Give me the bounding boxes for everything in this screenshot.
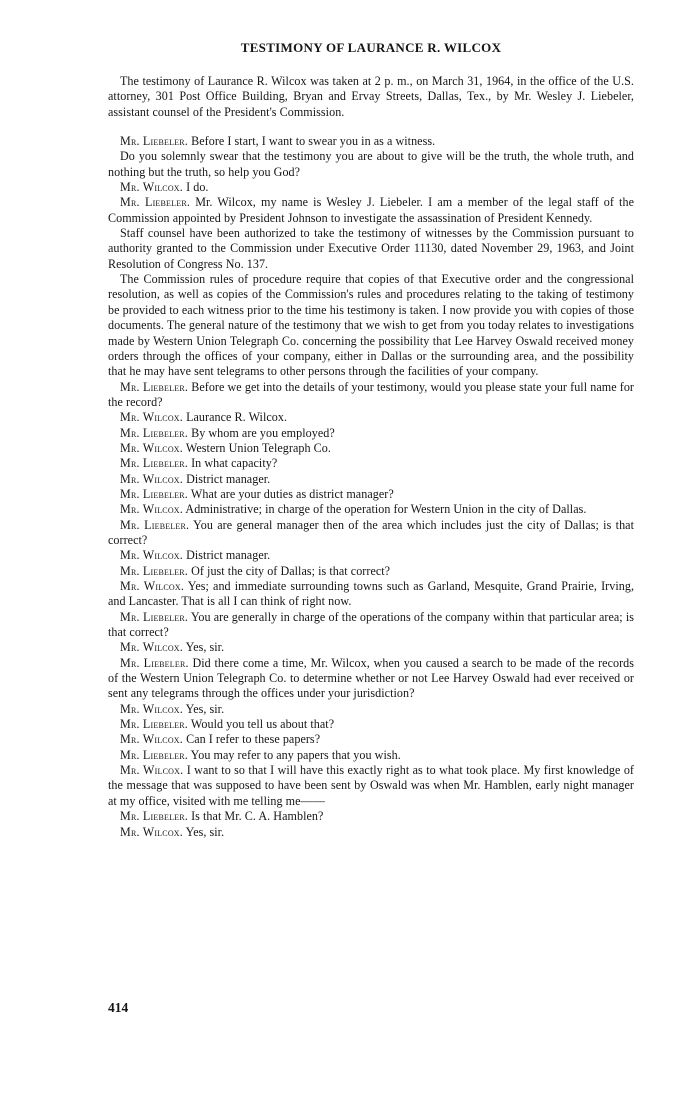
testimony-paragraph bbox=[108, 610, 634, 641]
testimony-paragraph bbox=[108, 732, 634, 747]
speaker-label: Mr. Wilcox. bbox=[120, 502, 183, 517]
paragraph-text: Before I start, I want to swear you in as a witness. bbox=[191, 134, 436, 149]
paragraph-text: The Commission rules of procedure require that copies of that Executive order and the congressional resolution, as well as copies of the Commission's rules and procedures relating to the taking of testimony be provided to each witness prior to the time his testimony is taken. I now provide you with copies of those documents. The general nature of the testimony that we wish to get from you today relates to investigations made by Western Union Telegraph Co. concerning the possibility that Lee Harvey Oswald received money orders through the offices of your company, either in Dallas or the surrounding area, and the possibility that he may have sent telegrams to other persons through the facilities of your company. bbox=[108, 272, 634, 379]
speaker-label: Mr. Liebeler. bbox=[120, 563, 189, 578]
paragraph-text: You are general manager then of the area which includes just the city of Dallas; is that correct? bbox=[108, 517, 635, 547]
speaker-label: Mr. Liebeler. bbox=[120, 486, 189, 501]
speaker-label: Mr. Liebeler. bbox=[120, 609, 189, 624]
testimony-paragraph bbox=[108, 656, 634, 702]
paragraph-text: Do you solemnly swear that the testimony you are about to give will be the truth, the whole truth, and nothing but the truth, so help you God? bbox=[108, 149, 634, 179]
testimony-paragraph bbox=[108, 518, 634, 549]
speaker-label: Mr. Wilcox. bbox=[120, 471, 183, 486]
paragraph-text: Yes; and immediate surrounding towns such as Garland, Mesquite, Grand Prairie, Irving, and Lancaster. That is all I can think of right now. bbox=[108, 579, 635, 609]
testimony-paragraph bbox=[108, 564, 634, 579]
testimony-paragraph bbox=[108, 640, 634, 655]
page-number: 414 bbox=[108, 1000, 129, 1015]
testimony-paragraph bbox=[108, 717, 634, 732]
testimony-paragraph bbox=[108, 702, 634, 717]
paragraph-text: Mr. Wilcox, my name is Wesley J. Liebeler. I am a member of the legal staff of the Commission appointed by President Johnson to investigate the assassination of President Kennedy. bbox=[108, 195, 634, 225]
speaker-label: Mr. Wilcox. bbox=[120, 701, 183, 716]
testimony-paragraph bbox=[108, 426, 634, 441]
testimony-paragraph bbox=[108, 472, 634, 487]
testimony-paragraph bbox=[108, 763, 634, 809]
speaker-label: Mr. Liebeler. bbox=[120, 379, 189, 394]
paragraph-text: Western Union Telegraph Co. bbox=[185, 440, 331, 455]
paragraph-text: Would you tell us about that? bbox=[190, 717, 335, 732]
testimony-paragraph bbox=[108, 380, 634, 411]
paragraph-text: By whom are you employed? bbox=[191, 425, 335, 440]
paragraph-text: Can I refer to these papers? bbox=[186, 732, 321, 747]
document-heading: TESTIMONY OF LAURANCE R. WILCOX bbox=[240, 40, 502, 55]
paragraph-text: District manager. bbox=[186, 548, 271, 563]
speaker-label: Mr. Liebeler. bbox=[120, 195, 191, 210]
testimony-paragraph bbox=[108, 195, 634, 226]
paragraph-text: I want to so that I will have this exactly right as to what took place. My first knowledge of the message that was supposed to have been sent by Oswald was when Mr. Hamblen, early night manager at my office, visited with me telling me—— bbox=[108, 763, 634, 808]
testimony-transcript bbox=[108, 134, 634, 840]
speaker-label: Mr. Liebeler. bbox=[120, 717, 189, 732]
intro-paragraph: The testimony of Laurance R. Wilcox was taken at 2 p. m., on March 31, 1964, in the office of the U.S. attorney, 301 Post Office Building, Bryan and Ervay Streets, Dallas, Tex., by Mr. Wesley J. Liebeler, assistant counsel of the President's Commission. bbox=[108, 74, 634, 119]
testimony-paragraph bbox=[108, 502, 634, 517]
speaker-label: Mr. Liebeler. bbox=[120, 425, 189, 440]
speaker-label: Mr. Liebeler. bbox=[120, 809, 189, 824]
paragraph-text: Did there come a time, Mr. Wilcox, when you caused a search to be made of the records of the Western Union Telegraph Co. to determine whether or not Lee Harvey Oswald had ever received or sent any telegrams through the offices under your jurisdiction? bbox=[108, 655, 635, 701]
paragraph-text: Is that Mr. C. A. Hamblen? bbox=[191, 809, 324, 824]
paragraph-text: Of just the city of Dallas; is that correct? bbox=[191, 563, 391, 578]
speaker-label: Mr. Wilcox. bbox=[120, 640, 183, 655]
speaker-label: Mr. Wilcox. bbox=[120, 763, 184, 778]
paragraph-text: Administrative; in charge of the operation for Western Union in the city of Dallas. bbox=[185, 502, 587, 517]
paragraph-text: I do. bbox=[186, 180, 209, 195]
speaker-label: Mr. Liebeler. bbox=[120, 747, 189, 762]
testimony-paragraph bbox=[108, 456, 634, 471]
paragraph-text: You are generally in charge of the operations of the company within that particular area; is that correct? bbox=[108, 609, 634, 640]
paragraph-text: Yes, sir. bbox=[185, 701, 225, 716]
paragraph-text: Staff counsel have been authorized to take the testimony of witnesses by the Commission pursuant to authority granted to the Commission under Executive Order 11130, dated November 29, 1963, and Joint Resolution of Congress No. 137. bbox=[108, 226, 634, 271]
speaker-label: Mr. Wilcox. bbox=[120, 579, 185, 593]
testimony-paragraph bbox=[108, 134, 634, 149]
speaker-label: Mr. Liebeler. bbox=[120, 456, 189, 471]
testimony-paragraph bbox=[108, 748, 634, 763]
testimony-paragraph bbox=[108, 825, 634, 840]
testimony-paragraph bbox=[108, 441, 634, 456]
speaker-label: Mr. Wilcox. bbox=[120, 548, 183, 563]
testimony-paragraph bbox=[108, 226, 634, 272]
speaker-label: Mr. Liebeler. bbox=[120, 517, 190, 532]
speaker-label: Mr. Liebeler. bbox=[120, 655, 189, 670]
testimony-paragraph bbox=[108, 410, 634, 425]
paragraph-text: You may refer to any papers that you wish. bbox=[190, 747, 401, 762]
testimony-paragraph bbox=[108, 272, 634, 379]
paragraph-text: Yes, sir. bbox=[185, 824, 225, 839]
testimony-paragraph bbox=[108, 180, 634, 195]
testimony-paragraph bbox=[108, 809, 634, 824]
speaker-label: Mr. Wilcox. bbox=[120, 180, 183, 195]
paragraph-text: Yes, sir. bbox=[185, 640, 225, 655]
speaker-label: Mr. Wilcox. bbox=[120, 440, 183, 455]
testimony-paragraph bbox=[108, 579, 634, 610]
speaker-label: Mr. Liebeler. bbox=[120, 134, 189, 149]
testimony-paragraph bbox=[108, 487, 634, 502]
paragraph-text: District manager. bbox=[186, 471, 271, 486]
speaker-label: Mr. Wilcox. bbox=[120, 410, 183, 425]
speaker-label: Mr. Wilcox. bbox=[120, 732, 183, 747]
testimony-paragraph bbox=[108, 149, 634, 180]
document-page bbox=[108, 40, 634, 840]
testimony-paragraph bbox=[108, 548, 634, 563]
paragraph-text: In what capacity? bbox=[191, 456, 278, 471]
paragraph-text: What are your duties as district manager? bbox=[190, 486, 394, 501]
paragraph-text: Before we get into the details of your testimony, would you please state your full name for the record? bbox=[108, 379, 634, 409]
speaker-label: Mr. Wilcox. bbox=[120, 824, 183, 839]
paragraph-text: Laurance R. Wilcox. bbox=[186, 410, 288, 425]
